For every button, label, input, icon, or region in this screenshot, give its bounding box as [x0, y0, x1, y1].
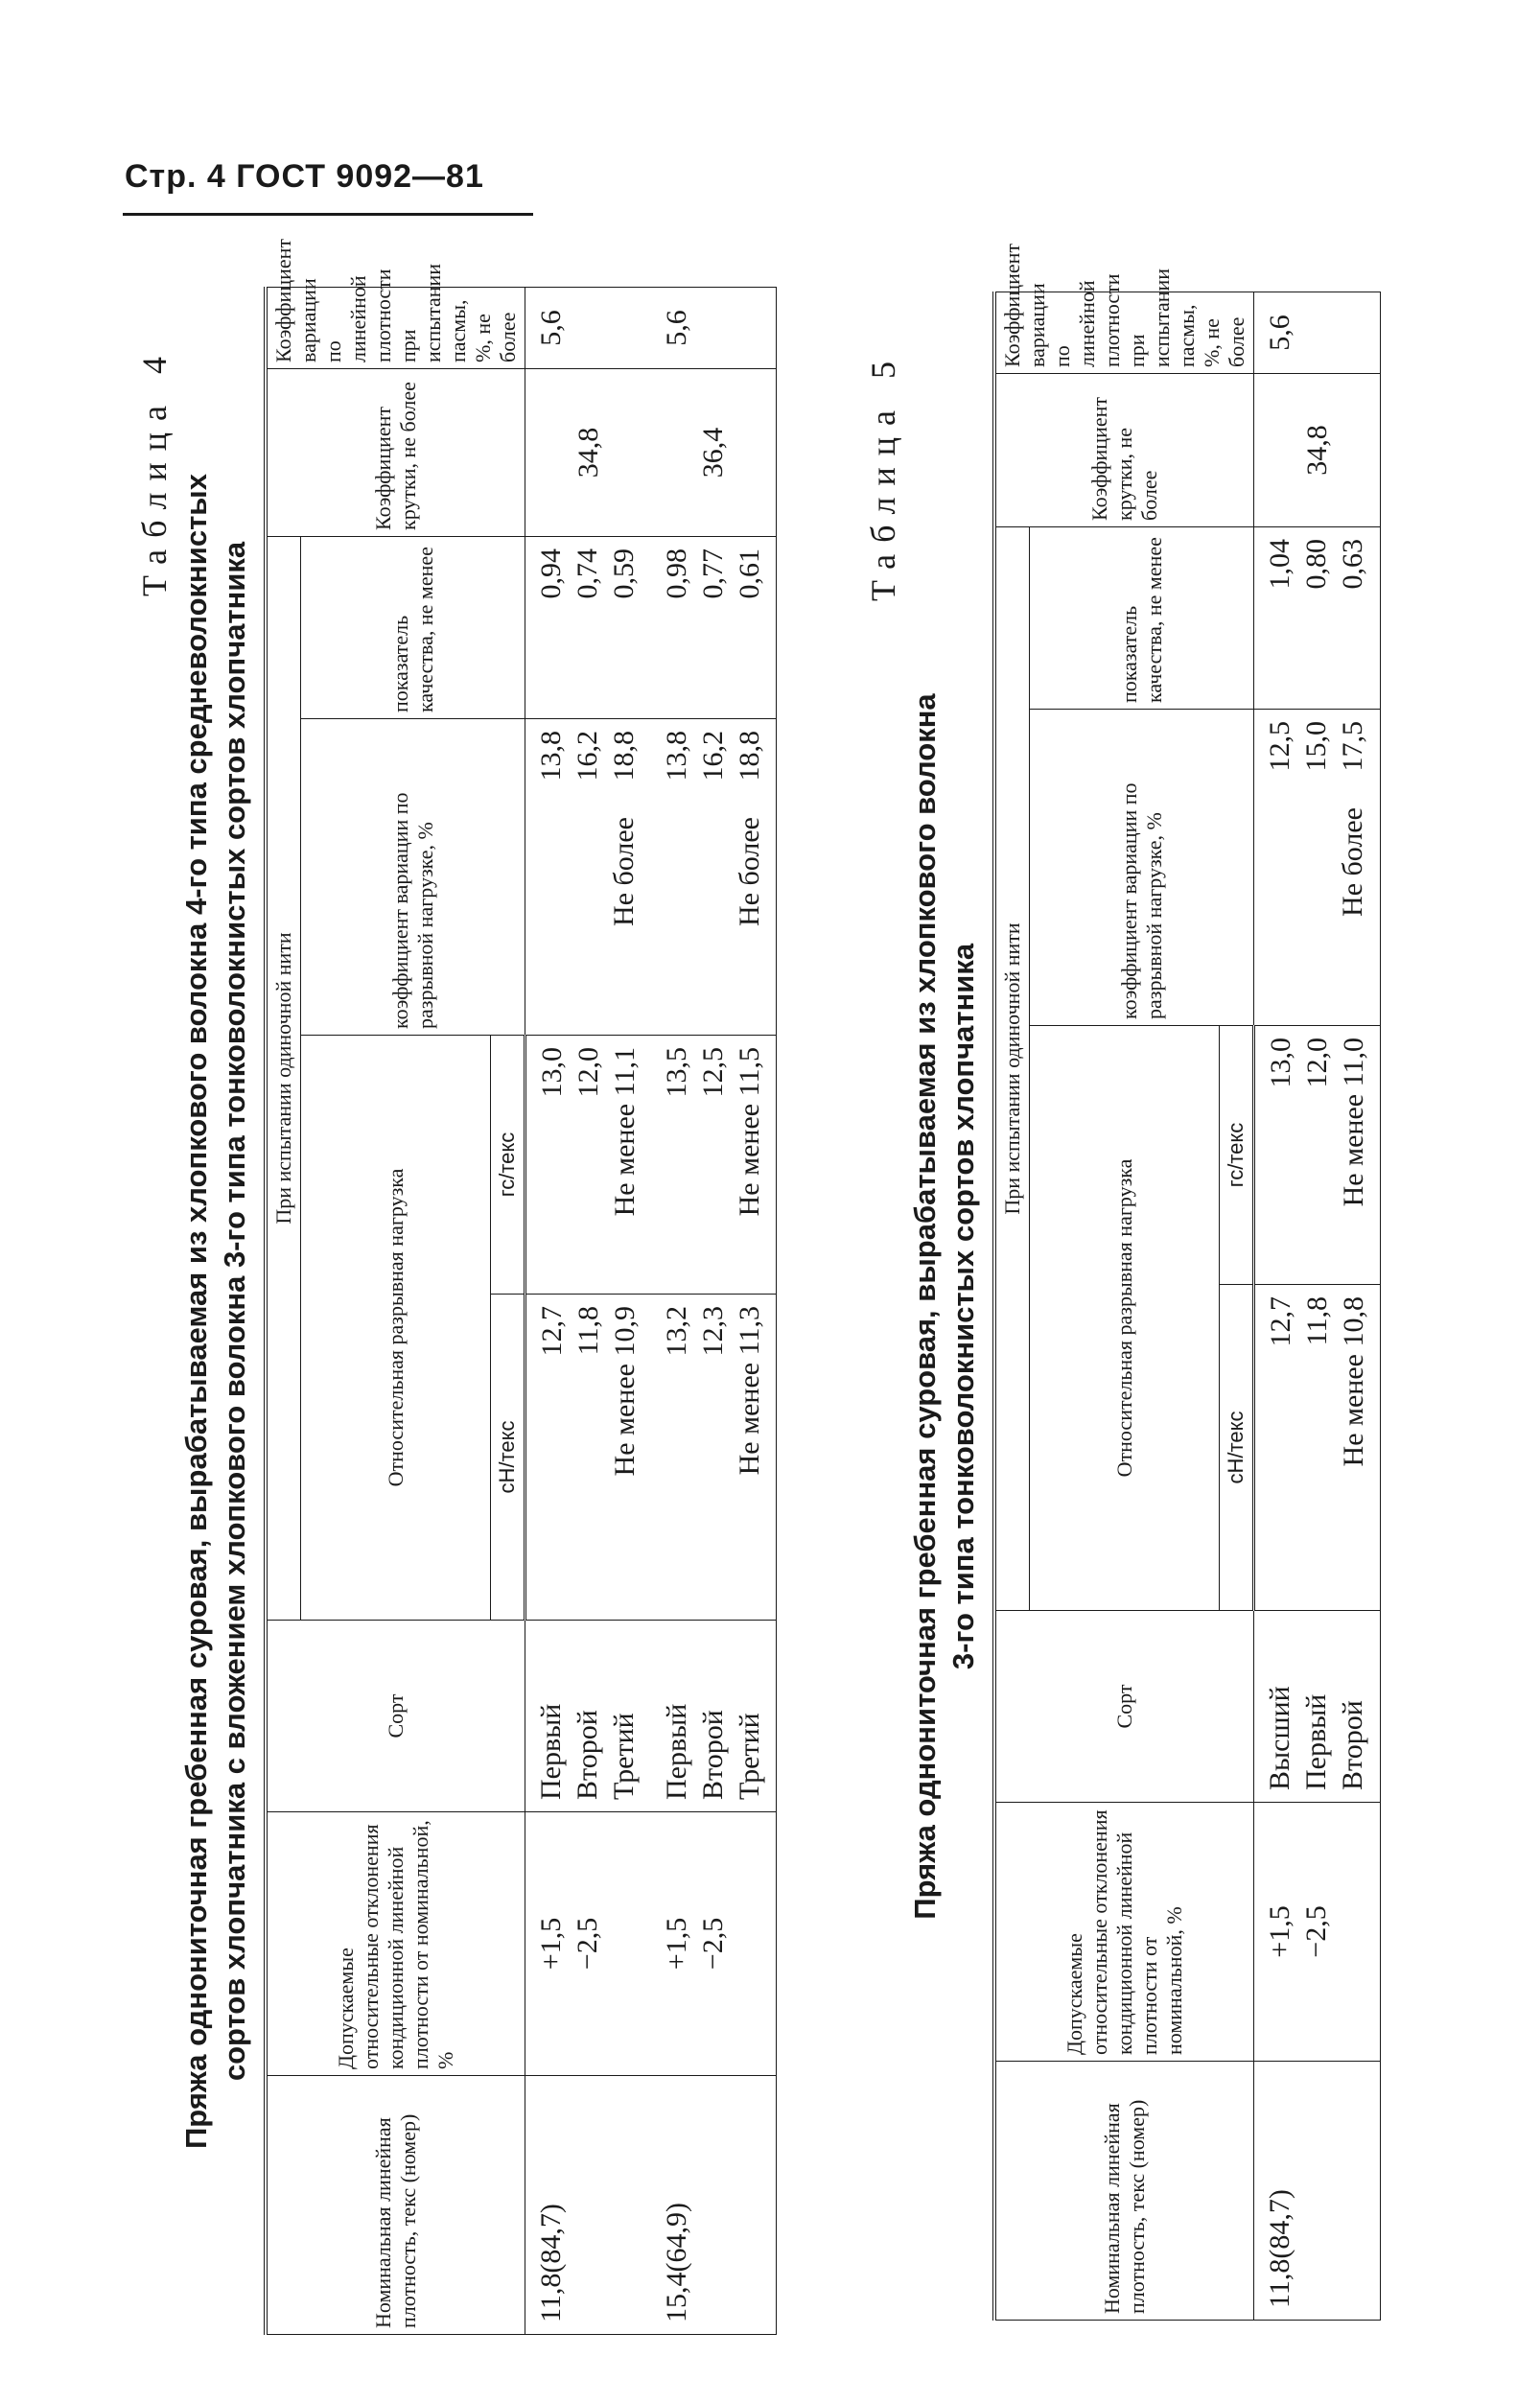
t5-r1-var-1: 12,5: [1264, 721, 1295, 772]
t4-r1-gs-2: 12,0: [572, 1047, 604, 1098]
t4-r2-dev-minus: −2,5: [697, 1917, 729, 1971]
t4-r1-var-3: Не более 18,8: [608, 731, 640, 926]
table5: [992, 243, 1381, 2321]
t4-r1-sorts: [525, 1621, 652, 1812]
t4-r1-dev-plus: +1,5: [535, 1917, 567, 1971]
t4-r1-q-2: 0,74: [572, 548, 603, 599]
t4-r1-gs-1: 13,0: [536, 1047, 568, 1098]
t5-r1-gs-2: 12,0: [1301, 1038, 1333, 1088]
t5-head-gs: гс/текс: [1220, 1026, 1254, 1285]
t4-r2-gs-1: 13,5: [661, 1047, 692, 1098]
t5-r1-gs-1: 13,0: [1265, 1038, 1296, 1088]
t4-r1-nominal: 11,8(84,7): [525, 2076, 652, 2335]
t4-r2-sort-2: Второй: [697, 1710, 729, 1800]
t4-r2-sorts: [651, 1621, 777, 1812]
t5-r1-gs: [1254, 1026, 1381, 1285]
t5-r1-var: [1254, 710, 1381, 1026]
t4-r1-var: [525, 719, 652, 1036]
t5-r1-cn-3: Не менее 10,8: [1338, 1296, 1369, 1467]
t4-r1-cn-1: 12,7: [536, 1306, 568, 1357]
t4-r2-q-2: 0,77: [697, 548, 729, 599]
t5-head-twist: Коэффициент крутки, не более: [994, 374, 1254, 527]
t5-r1-q-2: 0,80: [1300, 539, 1332, 590]
table5-caption-line2: 3-го типа тонковолокнистых сортов хлопчатника: [946, 943, 980, 1670]
table5-caption-line1: Пряжа однониточная гребенная суровая, вырабатываемая из хлопкового волокна: [908, 693, 942, 1920]
t5-r1-cn-1: 12,7: [1265, 1296, 1296, 1347]
t4-r1-deviation: [525, 1812, 652, 2076]
t4-r1-cn: [525, 1295, 652, 1621]
t4-r2-quality: [651, 537, 777, 719]
t4-r2-var-2: 16,2: [697, 731, 729, 782]
t5-r1-var-3: Не более 17,5: [1337, 721, 1368, 917]
t5-r1-sorts: [1254, 1611, 1381, 1803]
t5-head-breaking: Относительная разрывная нагрузка: [1030, 1026, 1220, 1611]
t5-head-skein: Коэффициент вариации по линейной плотности при испытании пасмы, %, не более: [994, 292, 1254, 374]
page-header: Стр. 4 ГОСТ 9092—81: [125, 158, 484, 195]
t4-r2-gs: [651, 1036, 777, 1295]
t4-r2-var: [651, 719, 777, 1036]
t5-head-nominal: Номинальная линейная плотность, текс (номер): [994, 2062, 1254, 2321]
table4-label: Таблица 4: [135, 345, 174, 596]
table-row: [525, 288, 652, 2335]
t5-r1-q-3: 0,63: [1337, 539, 1368, 590]
t4-r2-twist: 36,4: [651, 369, 777, 537]
t5-r1-cn-2: 11,8: [1301, 1296, 1333, 1346]
t4-r1-quality: [525, 537, 652, 719]
t5-r1-q-1: 1,04: [1264, 539, 1295, 590]
table-row: [651, 288, 777, 2335]
t4-head-breaking: Относительная разрывная нагрузка: [301, 1036, 491, 1621]
table4: [264, 238, 777, 2335]
t4-r1-cn-3: Не менее 10,9: [609, 1306, 641, 1477]
t4-r2-skein: 5,6: [651, 288, 777, 369]
t5-r1-skein: 5,6: [1254, 292, 1381, 374]
t4-r2-q-1: 0,98: [661, 548, 692, 599]
t5-r1-sort-1: Высший: [1264, 1686, 1295, 1790]
t4-head-variation: коэффициент вариации по разрывной нагрузке, %: [301, 719, 525, 1036]
t5-head-sort: Сорт: [994, 1611, 1254, 1803]
t4-r2-cn: [651, 1295, 777, 1621]
t4-r1-gs: [525, 1036, 652, 1295]
table5-block: [863, 243, 1400, 2321]
t5-r1-quality: [1254, 527, 1381, 710]
t5-head-test-group: При испытании одиночной нити: [994, 527, 1030, 1611]
t4-r2-q-3: 0,61: [734, 548, 765, 599]
t4-r2-var-3: Не более 18,8: [734, 731, 765, 926]
table5-caption: [906, 292, 983, 2321]
t4-head-sort: Сорт: [266, 1621, 525, 1812]
t4-r1-gs-3: Не менее 11,1: [609, 1047, 641, 1217]
t5-r1-sort-2: Первый: [1300, 1693, 1332, 1790]
t4-head-gs: гс/текс: [491, 1036, 525, 1295]
t4-head-cn: сН/текс: [491, 1295, 525, 1621]
t5-head-deviation: Допускаемые относительные отклонения кондиционной линейной плотности от номинальной, %: [994, 1803, 1254, 2062]
t4-r2-cn-2: 12,3: [697, 1306, 729, 1357]
t5-head-quality: показатель качества, не менее: [1030, 527, 1254, 710]
table4-caption-line2: сортов хлопчатника с вложением хлопкового волокна 3-го типа тонковолокнистых сортов хлопчатника: [218, 541, 251, 2082]
t4-r1-var-1: 13,8: [535, 731, 567, 782]
t4-r1-var-2: 16,2: [572, 731, 603, 782]
t4-r2-gs-2: 12,5: [697, 1047, 729, 1098]
t5-r1-sort-3: Второй: [1337, 1700, 1368, 1790]
t4-head-deviation: Допускаемые относительные отклонения кондиционной линейной плотности от номинальной, %: [266, 1812, 525, 2076]
table4-caption-line1: Пряжа однониточная гребенная суровая, вырабатываемая из хлопкового волокна 4-го типа средневолокнистых: [179, 474, 213, 2149]
t4-r2-dev-plus: +1,5: [661, 1917, 692, 1971]
table4-caption: [177, 288, 254, 2335]
t4-r2-cn-1: 13,2: [661, 1306, 692, 1357]
t4-r2-nominal: 15,4(64,9): [651, 2076, 777, 2335]
t4-r1-twist: 34,8: [525, 369, 652, 537]
t4-r1-sort-3: Третий: [608, 1713, 640, 1800]
header-rule: [123, 213, 533, 216]
t5-r1-nominal: 11,8(84,7): [1254, 2062, 1381, 2321]
table-row: [1254, 292, 1381, 2321]
t5-r1-dev-plus: +1,5: [1264, 1905, 1295, 1958]
t4-r1-q-3: 0,59: [608, 548, 640, 599]
t5-r1-deviation: [1254, 1803, 1381, 2062]
t4-r2-gs-3: Не менее 11,5: [734, 1047, 765, 1217]
t5-r1-gs-3: Не менее 11,0: [1338, 1038, 1369, 1207]
t4-r2-cn-3: Не менее 11,3: [734, 1306, 765, 1476]
t4-r2-var-1: 13,8: [661, 731, 692, 782]
t4-r1-dev-minus: −2,5: [572, 1917, 603, 1971]
t4-head-skein: Коэффициент вариации по линейной плотности при испытании пасмы, %, не более: [266, 288, 525, 369]
t4-r2-deviation: [651, 1812, 777, 2076]
t4-r2-sort-3: Третий: [734, 1713, 765, 1800]
t4-head-test-group: При испытании одиночной нити: [266, 537, 301, 1621]
t4-r1-sort-2: Второй: [572, 1710, 603, 1800]
t4-head-twist: Коэффициент крутки, не более: [266, 369, 525, 537]
t5-r1-dev-minus: −2,5: [1300, 1905, 1332, 1958]
t4-r1-sort-1: Первый: [535, 1703, 567, 1800]
t5-r1-cn: [1254, 1285, 1381, 1611]
t4-head-nominal: Номинальная линейная плотность, текс (номер): [266, 2076, 525, 2335]
t5-head-cn: сН/текс: [1220, 1285, 1254, 1611]
t4-r1-cn-2: 11,8: [572, 1306, 604, 1356]
t5-r1-twist: 34,8: [1254, 374, 1381, 527]
t5-r1-var-2: 15,0: [1300, 721, 1332, 772]
t4-r2-sort-1: Первый: [661, 1703, 692, 1800]
t5-head-variation: коэффициент вариации по разрывной нагрузке, %: [1030, 710, 1254, 1026]
t4-r1-skein: 5,6: [525, 288, 652, 369]
table5-label: Таблица 5: [864, 350, 902, 601]
t4-head-quality: показатель качества, не менее: [301, 537, 525, 719]
t4-r1-q-1: 0,94: [535, 548, 567, 599]
